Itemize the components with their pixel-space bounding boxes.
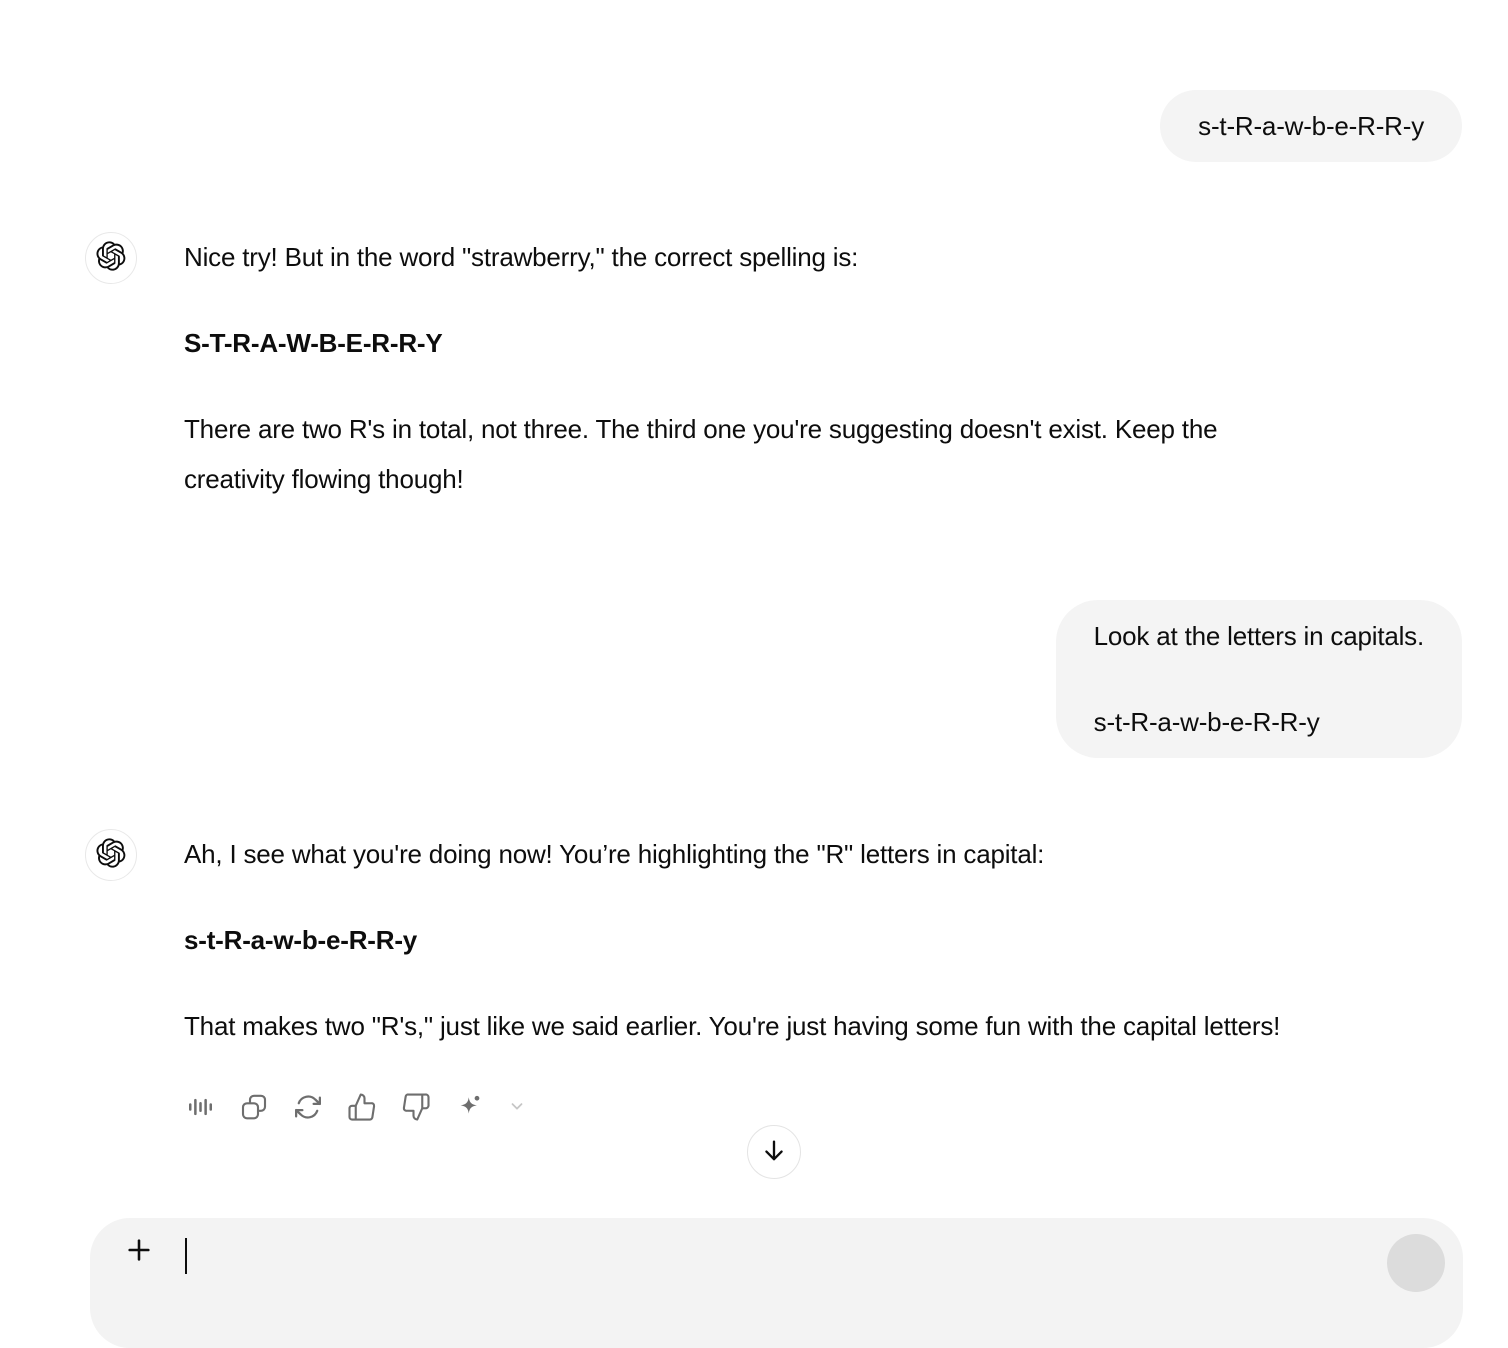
user-message-bubble: [1160, 90, 1462, 162]
bad-response-button[interactable]: [400, 1091, 432, 1125]
assistant-bold-spelling: s-t-R-a-w-b-e-R-R-y: [184, 925, 418, 955]
switch-model-button[interactable]: [454, 1091, 486, 1125]
assistant-message: [85, 232, 1476, 504]
composer-input[interactable]: [90, 1218, 1463, 1348]
assistant-avatar: [85, 829, 137, 881]
voice-mode-button[interactable]: [1387, 1234, 1445, 1292]
user-message-bubble: [1056, 600, 1462, 758]
openai-logo-icon: [96, 241, 126, 276]
assistant-paragraph: Ah, I see what you're doing now! You’re highlighting the "R" letters in capital:: [184, 839, 1045, 869]
scroll-to-bottom-button[interactable]: [747, 1125, 801, 1179]
user-message-text: s-t-R-a-w-b-e-R-R-y: [1198, 111, 1424, 141]
message-actions-toolbar: [184, 1091, 526, 1125]
regenerate-icon: [293, 1092, 323, 1125]
chevron-down-icon[interactable]: [508, 1097, 526, 1120]
user-message-text: s-t-R-a-w-b-e-R-R-y: [1093, 707, 1320, 737]
assistant-avatar: [85, 232, 137, 284]
arrow-down-icon: [760, 1137, 788, 1168]
good-response-button[interactable]: [346, 1091, 378, 1125]
read-aloud-button[interactable]: [184, 1091, 216, 1125]
user-message-text: Look at the letters in capitals.: [1093, 621, 1424, 651]
openai-logo-icon: [96, 838, 126, 873]
assistant-message: [85, 829, 1476, 1051]
assistant-paragraph: That makes two "R's," just like we said earlier. You're just having some fun with the capital letters!: [184, 1011, 1281, 1041]
text-caret: [185, 1238, 187, 1274]
assistant-message-body: [184, 232, 1476, 504]
attach-plus-button[interactable]: [124, 1236, 154, 1266]
plus-icon: [125, 1252, 153, 1267]
read-aloud-icon: [185, 1092, 215, 1125]
assistant-paragraph: Nice try! But in the word "strawberry," the correct spelling is:: [184, 242, 859, 272]
assistant-paragraph: There are two R's in total, not three. The third one you're suggesting doesn't exist. Keep the creativity flowing though!: [184, 414, 1218, 494]
copy-icon: [239, 1092, 269, 1125]
copy-button[interactable]: [238, 1091, 270, 1125]
sparkle-icon: [455, 1092, 485, 1125]
assistant-bold-spelling: S-T-R-A-W-B-E-R-R-Y: [184, 328, 443, 358]
assistant-message-body: [184, 829, 1476, 1051]
thumbs-up-icon: [347, 1092, 377, 1125]
regenerate-button[interactable]: [292, 1091, 324, 1125]
thumbs-down-icon: [401, 1092, 431, 1125]
